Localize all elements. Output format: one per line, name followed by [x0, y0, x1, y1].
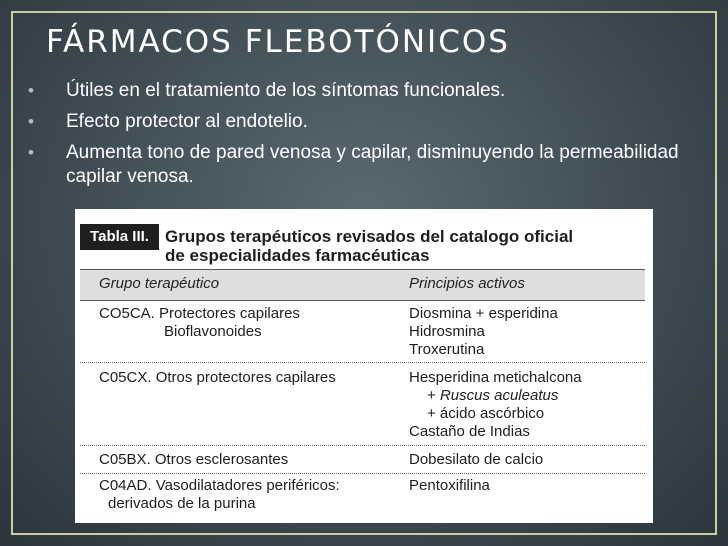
table-title-line1: Grupos terapéuticos revisados del catalogo oficial [165, 227, 574, 246]
cell-line: Diosmina + esperidina [409, 305, 558, 322]
cell-line [409, 387, 582, 405]
plus-sign: + [427, 387, 440, 404]
bullet-icon: • [28, 112, 34, 131]
table-title-line2: de especialidades farmacéuticas [165, 246, 430, 265]
bullet-item [24, 79, 714, 103]
table-cell-group [99, 305, 300, 341]
cell-italic: Ruscus aculeatus [439, 387, 559, 404]
bullet-text: Aumenta tono de pared venosa y capilar, disminuyendo la permeabilidad capilar venosa. [66, 142, 679, 187]
table-tag: Tabla III. [80, 224, 159, 250]
table-row-divider [80, 362, 645, 363]
drug-table [75, 209, 653, 523]
table-title [165, 227, 645, 265]
bullet-item [24, 141, 714, 189]
cell-line: Bioflavonoides [164, 323, 262, 340]
cell-line: Hesperidina metichalcona [409, 369, 582, 386]
table-cell-actives [409, 477, 490, 495]
cell-line: Dobesilato de calcio [409, 451, 544, 468]
cell-line: CO5CA. Protectores capilares [99, 305, 300, 322]
cell-line: derivados de la purina [108, 495, 256, 512]
slide-title: FÁRMACOS FLEBOTÓNICOS [46, 24, 510, 60]
cell-line: Troxerutina [409, 341, 485, 358]
table-cell-actives [409, 451, 543, 469]
table-cell-group [99, 477, 340, 513]
table-cell-actives [409, 305, 558, 359]
table-cell-group [99, 369, 336, 387]
cell-line: C04AD. Vasodilatadores periféricos: [99, 477, 340, 494]
bullet-icon: • [28, 81, 34, 100]
cell-line: C05CX. Otros protectores capilares [99, 369, 336, 386]
bullet-list [24, 79, 714, 196]
cell-line: Pentoxifilina [409, 477, 490, 494]
cell-line: + ácido ascórbico [427, 405, 545, 422]
header-actives: Principios activos [409, 275, 525, 292]
bullet-icon: • [28, 143, 34, 162]
cell-line: Hidrosmina [409, 323, 485, 340]
header-group: Grupo terapéutico [99, 275, 220, 292]
cell-line: Castaño de Indias [409, 423, 530, 440]
cell-line: C05BX. Otros esclerosantes [99, 451, 289, 468]
bullet-item [24, 110, 714, 134]
bullet-text: Efecto protector al endotelio. [66, 111, 308, 132]
bullet-text: Útiles en el tratamiento de los síntomas funcionales. [66, 80, 506, 101]
table-rule-header [80, 300, 645, 301]
table-header-row [80, 270, 645, 300]
table-cell-group [99, 451, 288, 469]
table-row-divider [80, 473, 645, 474]
table-cell-actives [409, 369, 582, 441]
table-row-divider [80, 445, 645, 446]
